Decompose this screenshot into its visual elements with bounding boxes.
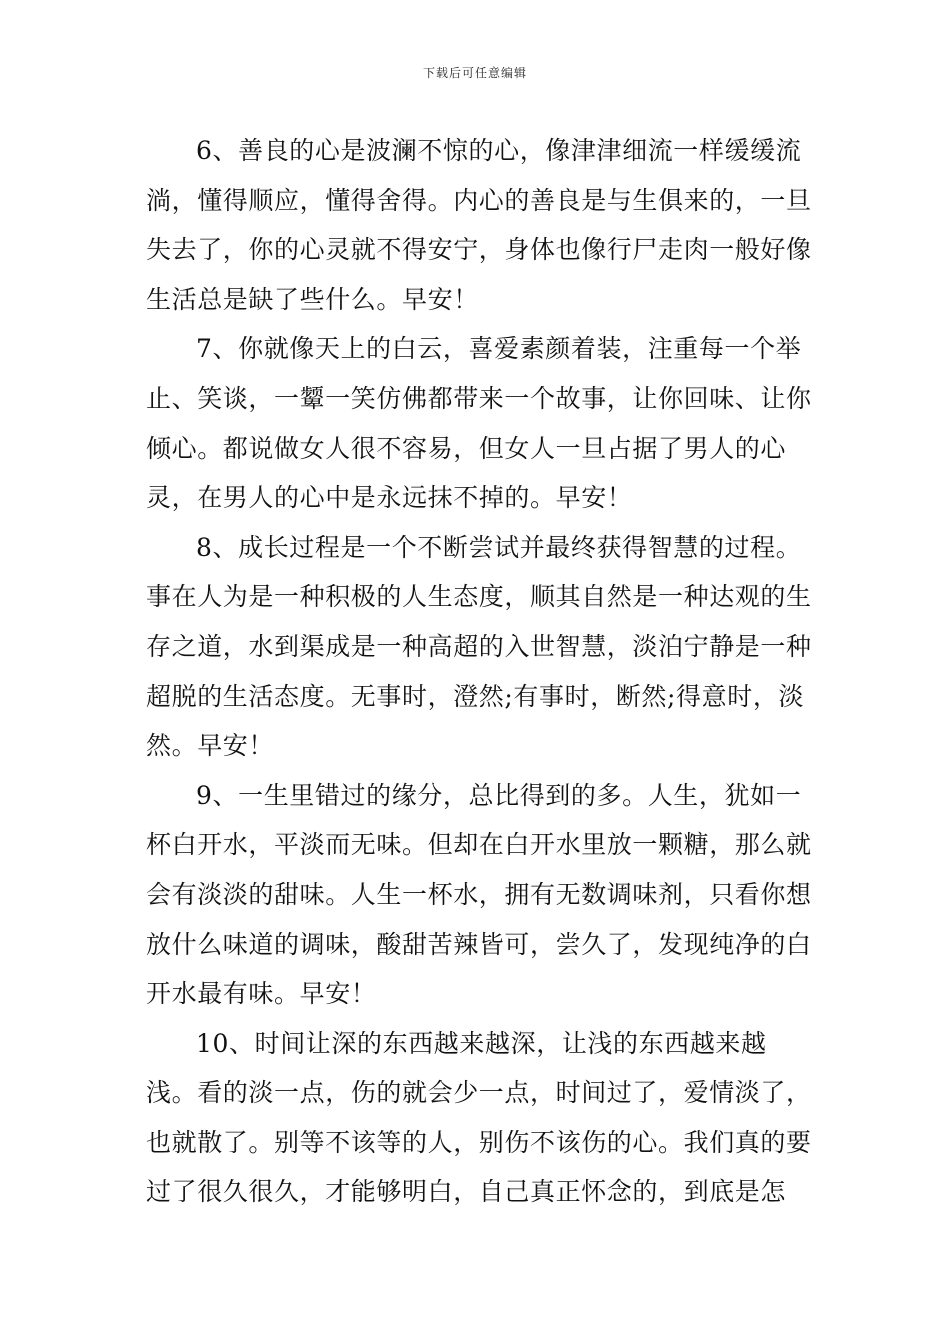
paragraph-6: 6、善良的心是波澜不惊的心，像津津细流一样缓缓流淌，懂得顺应，懂得舍得。内心的善良是与生俱来的，一旦失去了，你的心灵就不得安宁，身体也像行尸走肉一般好像生活总是缺了些什么。早安！ bbox=[146, 136, 812, 314]
paragraph-10: 10、时间让深的东西越来越深，让浅的东西越来越浅。看的淡一点，伤的就会少一点，时间过了，爱情淡了，也就散了。别等不该等的人，别伤不该伤的心。我们真的要过了很久很久，才能够明白，自己真正怀念的，到底是怎 bbox=[146, 1028, 812, 1207]
page-header: 下载后可任意编辑 bbox=[422, 66, 527, 80]
paragraph-8: 8、成长过程是一个不断尝试并最终获得智慧的过程。事在人为是一种积极的人生态度，顺其自然是一种达观的生存之道，水到渠成是一种高超的入世智慧，淡泊宁静是一种超脱的生活态度。无事时，澄然;有事时，断然;得意时，淡然。早安！ bbox=[146, 532, 812, 761]
paragraph-7: 7、你就像天上的白云，喜爱素颜着装，注重每一个举止、笑谈，一颦一笑仿佛都带来一个故事，让你回味、让你倾心。都说做女人很不容易，但女人一旦占据了男人的心灵，在男人的心中是永远抹不掉的。早安！ bbox=[146, 334, 812, 513]
document-body bbox=[146, 126, 816, 1217]
paragraph-9: 9、一生里错过的缘分，总比得到的多。人生，犹如一杯白开水，平淡而无味。但却在白开水里放一颗糖，那么就会有淡淡的甜味。人生一杯水，拥有无数调味剂，只看你想放什么味道的调味，酸甜苦辣皆可，尝久了，发现纯净的白开水最有味。早安！ bbox=[146, 780, 812, 1009]
